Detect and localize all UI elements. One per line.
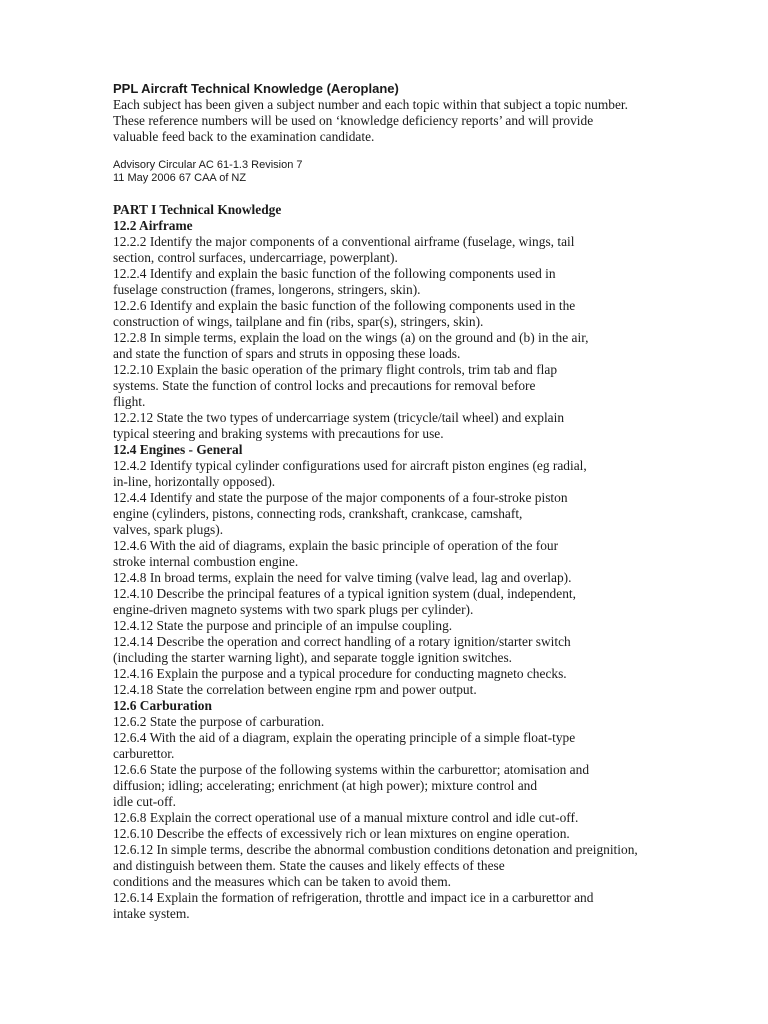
section-line: 12.6.14 Explain the formation of refrigeration, throttle and impact ice in a carburettor and (113, 890, 594, 905)
section-line: section, control surfaces, undercarriage, powerplant). (113, 250, 398, 265)
section-line: systems. State the function of control locks and precautions for removal before (113, 378, 536, 393)
section-engines-general (113, 442, 673, 698)
reference-line: 11 May 2006 67 CAA of NZ (113, 172, 247, 184)
intro-line: These reference numbers will be used on ‘knowledge deficiency reports’ and will provide (113, 113, 594, 128)
section-line: flight. (113, 394, 146, 409)
section-line: stroke internal combustion engine. (113, 554, 299, 569)
section-line: 12.4.18 State the correlation between engine rpm and power output. (113, 682, 477, 697)
section-line: 12.4.4 Identify and state the purpose of the major components of a four-stroke piston (113, 490, 568, 505)
section-line: engine-driven magneto systems with two spark plugs per cylinder). (113, 602, 474, 617)
section-line: 12.2.8 In simple terms, explain the load on the wings (a) on the ground and (b) in the air, (113, 330, 589, 345)
section-line: construction of wings, tailplane and fin (ribs, spar(s), stringers, skin). (113, 314, 484, 329)
section-line: 12.6.10 Describe the effects of excessively rich or lean mixtures on engine operation. (113, 826, 570, 841)
section-line: 12.2.6 Identify and explain the basic function of the following components used in the (113, 298, 576, 313)
section-line: 12.2.4 Identify and explain the basic function of the following components used in (113, 266, 556, 281)
section-line: (including the starter warning light), and separate toggle ignition switches. (113, 650, 513, 665)
section-line: 12.4.6 With the aid of diagrams, explain the basic principle of operation of the four (113, 538, 559, 553)
section-line: and distinguish between them. State the causes and likely effects of these (113, 858, 505, 873)
section-line: 12.2.10 Explain the basic operation of the primary flight controls, trim tab and flap (113, 362, 558, 377)
section-line: 12.4.2 Identify typical cylinder configurations used for aircraft piston engines (eg radial, (113, 458, 587, 473)
section-line: 12.6.12 In simple terms, describe the abnormal combustion conditions detonation and preignition, (113, 842, 638, 857)
section-line: 12.6.2 State the purpose of carburation. (113, 714, 325, 729)
section-line: valves, spark plugs). (113, 522, 224, 537)
section-carburation (113, 698, 673, 922)
part-heading: PART I Technical Knowledge (113, 202, 282, 217)
section-line: 12.2.2 Identify the major components of a conventional airframe (fuselage, wings, tail (113, 234, 575, 249)
section-heading: 12.4 Engines - General (113, 442, 243, 457)
section-line: 12.4.14 Describe the operation and correct handling of a rotary ignition/starter switch (113, 634, 571, 649)
intro-line: valuable feed back to the examination candidate. (113, 129, 375, 144)
section-line: 12.4.12 State the purpose and principle of an impulse coupling. (113, 618, 453, 633)
section-line: typical steering and braking systems with precautions for use. (113, 426, 444, 441)
section-line: fuselage construction (frames, longerons, stringers, skin). (113, 282, 421, 297)
intro-paragraph (113, 97, 673, 145)
section-heading: 12.2 Airframe (113, 218, 193, 233)
section-line: 12.2.12 State the two types of undercarriage system (tricycle/tail wheel) and explain (113, 410, 565, 425)
section-airframe (113, 218, 673, 442)
section-line: engine (cylinders, pistons, connecting rods, crankshaft, crankcase, camshaft, (113, 506, 523, 521)
reference-line: Advisory Circular AC 61-1.3 Revision 7 (113, 159, 303, 171)
section-heading: 12.6 Carburation (113, 698, 212, 713)
section-line: intake system. (113, 906, 190, 921)
section-line: idle cut-off. (113, 794, 176, 809)
section-line: 12.6.8 Explain the correct operational use of a manual mixture control and idle cut-off. (113, 810, 579, 825)
section-line: 12.6.6 State the purpose of the following systems within the carburettor; atomisation and (113, 762, 590, 777)
document-page (113, 81, 673, 922)
section-line: conditions and the measures which can be taken to avoid them. (113, 874, 452, 889)
section-line: carburettor. (113, 746, 175, 761)
section-line: and state the function of spars and struts in opposing these loads. (113, 346, 461, 361)
section-line: 12.4.8 In broad terms, explain the need for valve timing (valve lead, lag and overlap). (113, 570, 572, 585)
document-title: PPL Aircraft Technical Knowledge (Aeroplane) (113, 81, 399, 96)
section-line: diffusion; idling; accelerating; enrichment (at high power); mixture control and (113, 778, 538, 793)
section-line: 12.6.4 With the aid of a diagram, explain the operating principle of a simple float-type (113, 730, 576, 745)
section-line: 12.4.10 Describe the principal features of a typical ignition system (dual, independent, (113, 586, 576, 601)
section-line: 12.4.16 Explain the purpose and a typical procedure for conducting magneto checks. (113, 666, 567, 681)
reference-block (113, 159, 673, 185)
section-line: in-line, horizontally opposed). (113, 474, 276, 489)
intro-line: Each subject has been given a subject number and each topic within that subject a topic number. (113, 97, 629, 112)
